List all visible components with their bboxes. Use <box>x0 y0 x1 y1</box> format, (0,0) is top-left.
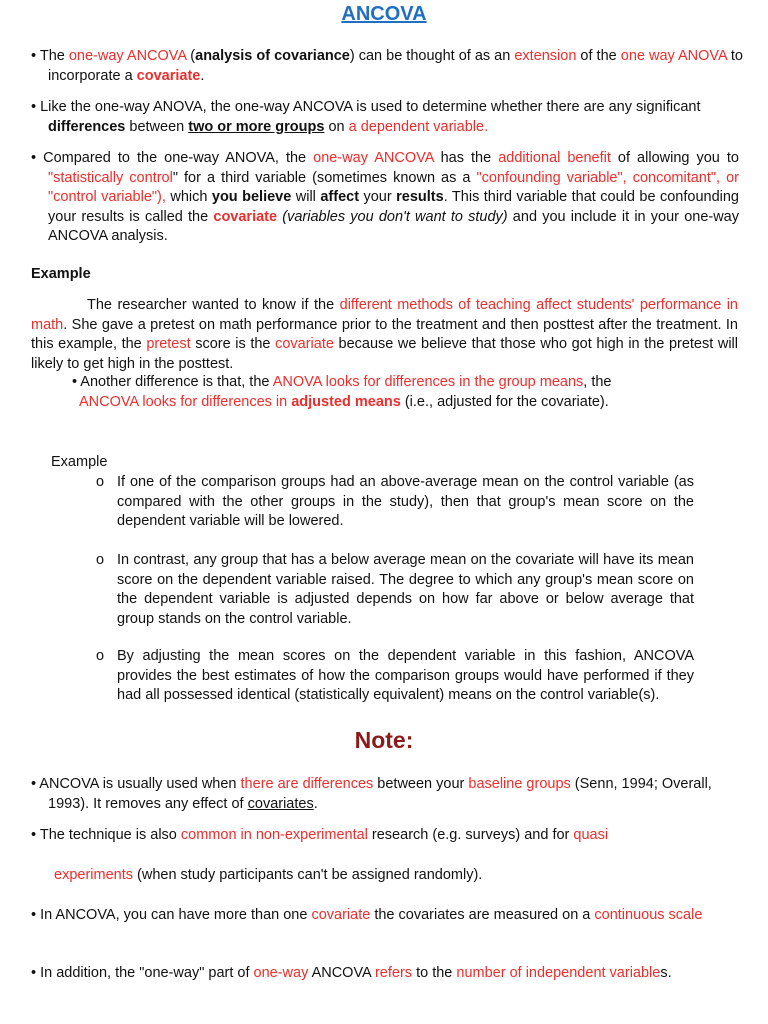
example-label: Example <box>51 454 108 470</box>
highlight-text: common in non-experimental <box>180 827 368 843</box>
highlight-text: covariate <box>311 907 371 923</box>
list-bullet: o <box>96 648 105 664</box>
text: (Senn, 1994; Overall, 1993). It removes any effect of <box>48 776 712 812</box>
bullet-one-way-ancova <box>31 47 743 86</box>
list-item <box>96 647 694 706</box>
highlight-bold-text: adjusted means <box>291 394 401 410</box>
note-bullet-technique-cont <box>54 866 766 886</box>
highlight-text: one-way ANCOVA <box>313 150 434 166</box>
text: . <box>200 67 205 84</box>
text: on <box>324 118 349 135</box>
highlight-text: experiments <box>54 867 133 883</box>
text: s. <box>660 965 672 981</box>
highlight-text: refers <box>374 965 413 981</box>
text: research (e.g. surveys) and for <box>367 827 574 843</box>
list-item <box>96 551 694 629</box>
text: of allowing you to <box>610 150 739 166</box>
bold-text: affect <box>320 189 360 205</box>
highlight-text: baseline groups <box>468 776 571 792</box>
text: . This third variable that could be confounding your results is called the <box>48 189 739 225</box>
highlight-text: there are differences <box>240 776 374 792</box>
underlined-text: covariates <box>247 795 314 812</box>
text: • In addition, the "one-way" part of <box>31 965 254 981</box>
text: (when study participants can't be assigned randomly). <box>132 867 483 883</box>
bold-text: analysis of covariance <box>195 48 350 64</box>
highlight-text: number of independent variable <box>456 965 661 981</box>
text: and you include it in your one-way ANCOVA analysis. <box>48 208 740 244</box>
list-bullet: o <box>96 552 105 568</box>
text: to incorporate a <box>48 48 743 84</box>
bold-text: you believe <box>211 189 292 205</box>
bold-underlined-text: two or more groups <box>188 118 325 135</box>
text: • In ANCOVA, you can have more than one <box>31 907 312 923</box>
text: • Another difference is that, the <box>72 374 273 390</box>
highlight-text: one-way <box>253 965 309 981</box>
text: which <box>165 189 212 205</box>
bullet-like-anova <box>31 98 743 137</box>
text: , the <box>583 374 612 390</box>
highlight-bold-text: covariate <box>213 208 278 225</box>
difference-line-1 <box>72 373 742 393</box>
highlight-text: pretest <box>146 336 191 352</box>
list-bullet: o <box>96 474 105 490</box>
note-bullet-technique <box>31 826 743 846</box>
text: ANCOVA <box>308 965 375 981</box>
highlight-text: covariate <box>275 336 334 352</box>
note-bullet-one-way <box>31 964 711 984</box>
list-item-text: In contrast, any group that has a below average mean on the covariate will have its mean score on the dependent variable raised. The degree to which any group's mean score on the dependent variable is adjusted depends on how far above or below average that group stands on the control variable. <box>117 552 694 627</box>
highlight-text: ANCOVA looks for differences in <box>79 394 292 410</box>
text: • Compared to the one-way ANOVA, the <box>31 150 314 166</box>
text: • The technique is also <box>31 827 181 843</box>
italic-text: (variables you don't want to study) <box>282 208 508 225</box>
note-bullet-baseline <box>31 775 736 814</box>
highlight-text: one-way ANCOVA <box>68 48 187 64</box>
example-heading: Example <box>31 266 91 282</box>
highlight-text: continuous scale <box>594 907 703 923</box>
text: of the <box>576 48 621 64</box>
bullet-compared-to-anova <box>31 149 739 247</box>
note-bullet-covariates <box>31 906 741 926</box>
highlight-text: "statistically control <box>48 169 173 186</box>
text: • Like the one-way ANOVA, the one-way ANCOVA is used to determine whether there are any significant <box>31 99 701 115</box>
text: ( <box>186 48 196 64</box>
text: " for a third variable (sometimes known as a <box>172 169 477 186</box>
list-item-text: If one of the comparison groups had an above-average mean on the control variable (as compared with the other groups in the study), then that group's mean score on the dependent variable will be lowered. <box>117 474 694 529</box>
bold-text: results <box>396 189 444 205</box>
difference-line-2 <box>79 393 749 413</box>
text: between <box>125 118 189 135</box>
bold-text: differences <box>48 118 126 135</box>
highlight-text: a dependent variable <box>348 118 485 135</box>
text: • ANCOVA is usually used when <box>31 776 241 792</box>
text: • The <box>31 48 69 64</box>
text: score is the <box>190 336 276 352</box>
text: . She gave a pretest on math performance prior to the treatment and then posttest after the treatment. In this example, the <box>31 316 738 352</box>
text: has the <box>433 150 499 166</box>
text: your <box>359 189 397 205</box>
list-item <box>96 473 694 532</box>
list-item-text: By adjusting the mean scores on the dependent variable in this fashion, ANCOVA provides the best estimates of how the comparison groups would have performed if they had all possessed identical (statistically equivalent) means on the control variable(s). <box>117 648 694 703</box>
text: (i.e., adjusted for the covariate). <box>400 394 609 410</box>
highlight-text: additional benefit <box>498 150 611 166</box>
highlight-text: different methods of teaching affect students' performance in math <box>31 297 739 333</box>
highlight-text: quasi <box>573 827 609 843</box>
highlight-bold-text: covariate <box>136 67 201 84</box>
text: . <box>484 118 489 135</box>
text: will <box>291 189 321 205</box>
highlight-text: ANOVA looks for differences in the group means <box>272 374 584 390</box>
text: the covariates are measured on a <box>370 907 595 923</box>
text: ) can be thought of as an <box>349 48 515 64</box>
text: because we believe that those who got high in the pretest will likely to get high in the posttest. <box>31 336 738 372</box>
note-heading: Note: <box>354 727 414 753</box>
text: . <box>313 795 318 812</box>
text: to the <box>412 965 457 981</box>
text: The researcher wanted to know if the <box>87 297 340 313</box>
highlight-text: "confounding variable", concomitant", or "control variable"), <box>48 169 739 205</box>
highlight-text: extension <box>514 48 577 64</box>
example-paragraph <box>31 296 738 374</box>
text: between your <box>373 776 469 792</box>
highlight-text: one way ANOVA <box>620 48 727 64</box>
page-title: ANCOVA <box>341 3 427 25</box>
